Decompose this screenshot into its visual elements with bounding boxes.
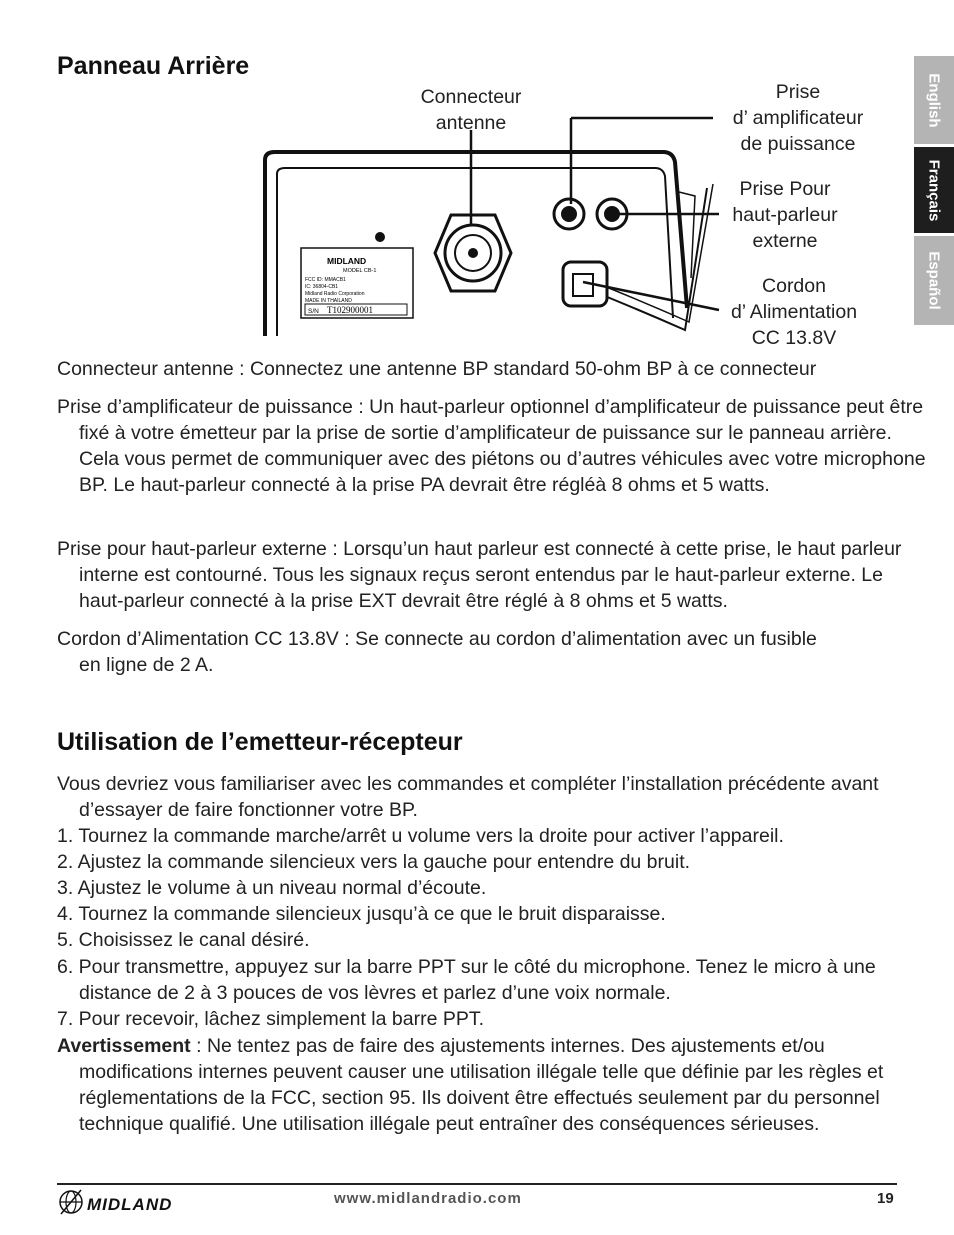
- warning-text: : Ne tentez pas de faire des ajustements internes. Des ajustements et/ou modifications internes peuvent causer une utilisation illégale telle que définie par les règles et réglementations de la FCC, section 95. Ils doivent être effectués seulement par du personnel technique qualifié. Une utilisation illégale peut entraîner des conséquences sérieuses.: [79, 1035, 884, 1135]
- midland-logo: [57, 1186, 217, 1218]
- warning-label: Avertissement: [57, 1035, 191, 1057]
- language-tabs: [914, 56, 954, 328]
- step-1: 1. Tournez la commande marche/arrêt u volume vers la droite pour activer l’appareil.: [57, 825, 784, 847]
- footer-url[interactable]: www.midlandradio.com: [334, 1190, 522, 1207]
- usage-intro: Vous devriez vous familiariser avec les commandes et compléter l’installation précédente avant d’essayer de faire fonctionner votre BP.: [57, 773, 879, 821]
- sticker-line2: IC: 36804-CB1: [305, 284, 339, 290]
- sticker-brand: MIDLAND: [327, 256, 367, 266]
- label-ext-speaker: [712, 176, 858, 254]
- para-ext-speaker: Prise pour haut-parleur externe : Lorsqu’un haut parleur est connecté à cette prise, le haut parleur interne est contourné. Tous les signaux reçus seront entendus par le haut-parleur externe. Le haut-parleur connecté à la prise EXT devrait être réglé à 8 ohms et 5 watts.: [57, 538, 902, 612]
- step-7: 7. Pour recevoir, lâchez simplement la barre PPT.: [57, 1008, 485, 1030]
- sticker-model: MODEL CB-1: [343, 268, 377, 274]
- tab-francais-label: Français: [925, 159, 943, 221]
- label-pa-jack: [718, 79, 878, 157]
- label-pa-line1: Prise: [775, 81, 821, 103]
- label-antenna-line1: Connecteur: [420, 86, 522, 108]
- label-pa-line2: d’ amplificateur: [732, 107, 864, 129]
- tab-espanol[interactable]: [914, 236, 954, 325]
- step-4: 4. Tournez la commande silencieux jusqu’à ce que le bruit disparaisse.: [57, 903, 666, 925]
- label-ext-line1: Prise Pour: [739, 178, 831, 200]
- sticker-line1: FCC ID: MMACB1: [305, 277, 346, 283]
- step-6: 6. Pour transmettre, appuyez sur la barre PPT sur le côté du microphone. Tenez le micro à une distance de 2 à 3 pouces de vos lèvres et parlez d’une voix normale.: [57, 956, 876, 1004]
- step-2: 2. Ajustez la commande silencieux vers la gauche pour entendre du bruit.: [57, 851, 691, 873]
- sticker-serial-prefix: S/N: [308, 308, 319, 315]
- section-title-rear-panel: Panneau Arrière: [57, 52, 250, 80]
- indicator-dot: [375, 232, 385, 242]
- label-power-line3: CC 13.8V: [751, 327, 837, 349]
- para-pa-jack: Prise d’amplificateur de puissance : Un haut-parleur optionnel d’amplificateur de puissance peut être fixé à votre émetteur par la prise de sortie d’amplificateur de puissance sur le panneau arrière. Cela vous permet de communiquer avec des piétons ou d’autres véhicules avec votre microphone BP. Le haut-parleur connecté à la prise PA devrait être régléà 8 ohms et 5 watts.: [57, 396, 926, 496]
- label-pa-line3: de puissance: [740, 133, 856, 155]
- tab-espanol-label: Español: [925, 251, 943, 310]
- section-title-usage: Utilisation de l’emetteur-récepteur: [57, 728, 463, 756]
- sticker-line3: Midland Radio Corporation: [305, 291, 365, 297]
- para-antenna: Connecteur antenne : Connectez une antenne BP standard 50-ohm BP à ce connecteur: [57, 358, 817, 380]
- footer-brand: MIDLAND: [87, 1195, 173, 1214]
- step-5: 5. Choisissez le canal désiré.: [57, 929, 310, 951]
- sticker-serial: T102900001: [327, 305, 373, 315]
- tab-francais[interactable]: [914, 147, 954, 233]
- page-number: 19: [877, 1190, 894, 1207]
- warning-paragraph: [57, 1033, 929, 1137]
- sticker-line4: MADE IN THAILAND: [305, 298, 352, 304]
- label-power-line2: d’ Alimentation: [730, 301, 858, 323]
- label-ext-line2: haut-parleur: [732, 204, 838, 226]
- step-3: 3. Ajustez le volume à un niveau normal d’écoute.: [57, 877, 487, 899]
- para-power-cord: Cordon d’Alimentation CC 13.8V : Se connecte au cordon d’alimentation avec un fusible en ligne de 2 A.: [57, 628, 817, 676]
- label-power-line1: Cordon: [762, 275, 826, 297]
- tab-english-label: English: [925, 72, 943, 128]
- rear-panel-diagram: [255, 108, 725, 348]
- globe-icon: [60, 1190, 82, 1214]
- footer-rule: [57, 1183, 897, 1185]
- label-power-cord: [716, 273, 872, 351]
- tab-english[interactable]: [914, 56, 954, 144]
- label-antenna-line2: antenne: [435, 112, 507, 134]
- label-ext-line3: externe: [752, 230, 818, 252]
